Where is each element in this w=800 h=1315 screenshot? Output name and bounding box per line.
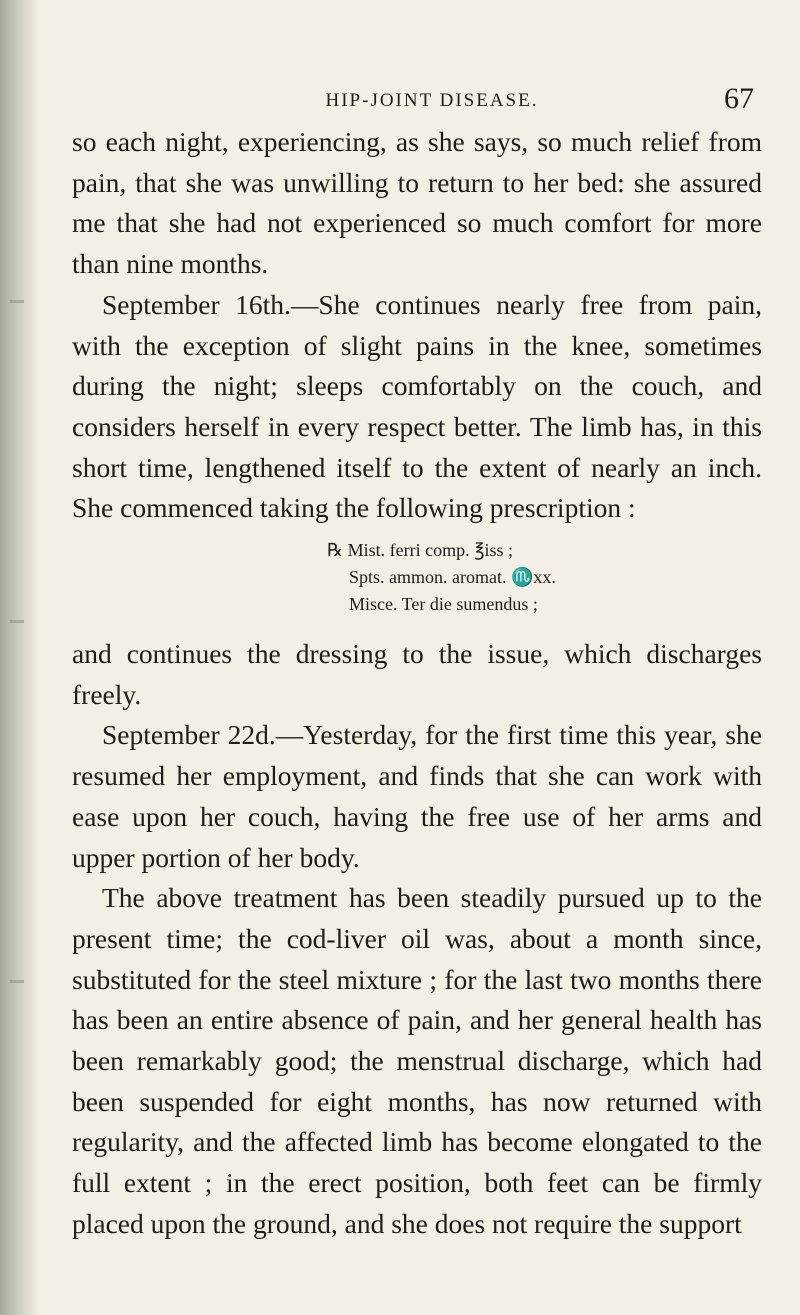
gutter-mark [10,620,24,623]
page-gutter-shadow [0,0,40,1315]
paragraph: so each night, experiencing, as she says, so much relief from pain, that she was unwilling to return to her bed: she assured me that she had not experienced so much comfort for more than nine months. [72,126,762,280]
page-header [72,82,762,122]
body-text [72,122,762,1245]
running-head: HIP-JOINT DISEASE. [325,90,539,111]
prescription-line: Misce. Ter die sumendus ; [349,594,538,615]
paragraph: The above treatment has been steadily pursued up to the present time; the cod-liver oil was, about a month since, substituted for the steel mixture ; for the last two months there has been an entire absence of pain, and her general health has been remarkably good; the menstrual discharge, which had been suspended for eight months, has now returned with regularity, and the affected limb has become elongated to the full extent ; in the erect position, both feet can be firmly placed upon the ground, and she does not require the support [72,882,762,1239]
prescription-block [327,537,762,618]
paragraph: September 16th.—She continues nearly free from pain, with the exception of slight pains in the knee, sometimes during the night; sleeps comfortably on the couch, and considers herself in every respect better. The limb has, in this short time, lengthened itself to the extent of nearly an inch. She commenced taking the following prescription : [72,288,762,524]
prescription-line: ℞ Mist. ferri comp. ℥iss ; [327,540,514,561]
prescription-line: Spts. ammon. aromat. ♏xx. [349,567,556,588]
paragraph: and continues the dressing to the issue, which discharges freely. [72,638,762,710]
book-page [72,82,762,1245]
page-number: 67 [724,82,754,115]
gutter-mark [10,980,24,983]
gutter-mark [10,300,24,303]
paragraph: September 22d.—Yesterday, for the first time this year, she resumed her employment, and finds that she can work with ease upon her couch, having the free use of her arms and upper portion of her body. [72,719,762,873]
